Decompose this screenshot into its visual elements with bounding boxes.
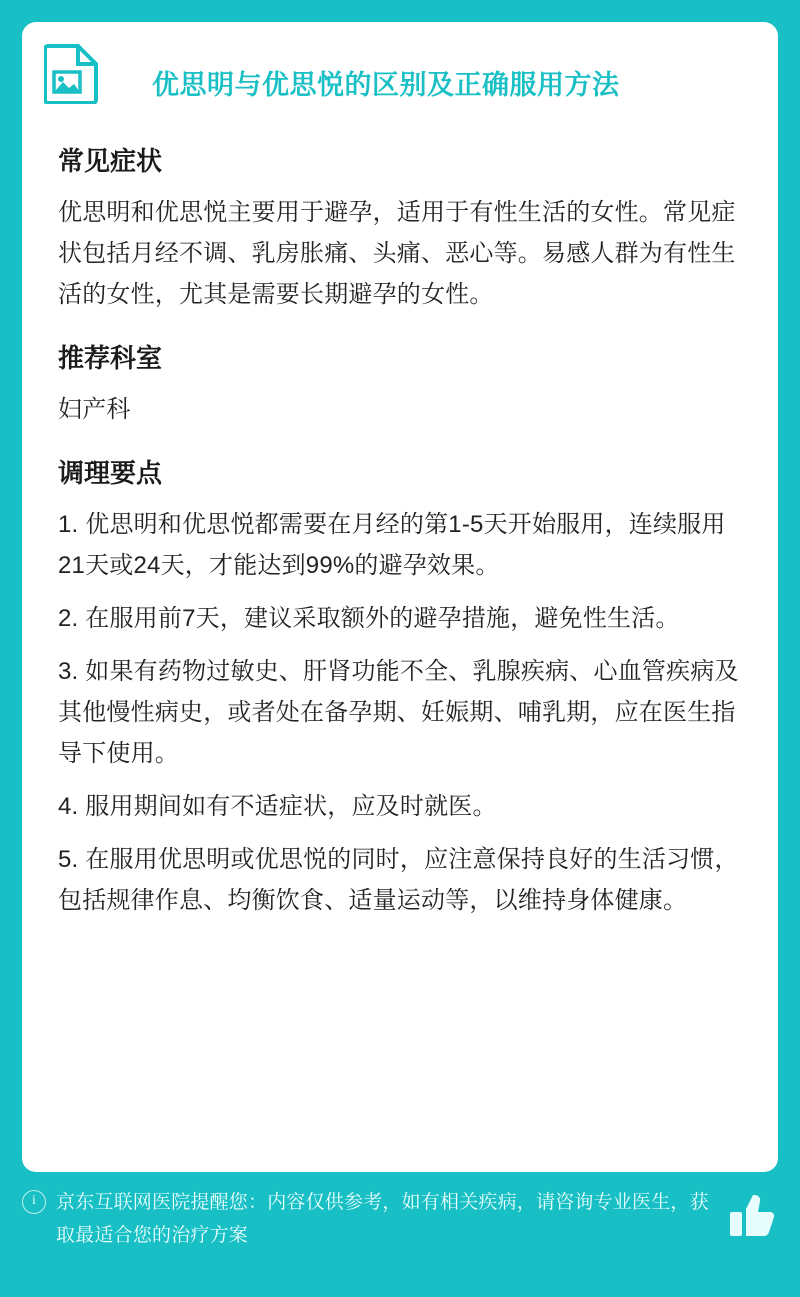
- disclaimer-text: 京东互联网医院提醒您：内容仅供参考，如有相关疾病，请咨询专业医生，获取最适合您的治疗方案: [56, 1192, 709, 1246]
- info-icon: i: [22, 1190, 46, 1214]
- section-heading-symptoms: 常见症状: [58, 146, 163, 176]
- article-card: [22, 22, 778, 1172]
- page-title: 优思明与优思悦的区别及正确服用方法: [152, 70, 620, 100]
- section-text-department: 妇产科: [58, 396, 131, 423]
- list-item: 1. 优思明和优思悦都需要在月经的第1-5天开始服用，连续服用21天或24天，才能达到99%的避孕效果。: [58, 511, 726, 579]
- article-header: [22, 22, 778, 116]
- article-content: [22, 116, 778, 921]
- list-item: 4. 服用期间如有不适症状，应及时就医。: [58, 793, 497, 820]
- section-text-symptoms: 优思明和优思悦主要用于避孕，适用于有性生活的女性。常见症状包括月经不调、乳房胀痛、头痛、恶心等。易感人群为有性生活的女性，尤其是需要长期避孕的女性。: [58, 199, 736, 308]
- advice-list: [58, 504, 742, 921]
- footer-disclaimer-bar: [0, 1172, 800, 1297]
- section-heading-advice: 调理要点: [58, 458, 163, 488]
- thumbs-up-icon[interactable]: [728, 1192, 778, 1240]
- section-heading-department: 推荐科室: [58, 343, 163, 373]
- document-image-icon: [44, 42, 100, 104]
- list-item: 3. 如果有药物过敏史、肝肾功能不全、乳腺疾病、心血管疾病及其他慢性病史，或者处在备孕期、妊娠期、哺乳期，应在医生指导下使用。: [58, 658, 739, 767]
- list-item: 2. 在服用前7天，建议采取额外的避孕措施，避免性生活。: [58, 605, 680, 632]
- list-item: 5. 在服用优思明或优思悦的同时，应注意保持良好的生活习惯，包括规律作息、均衡饮食、适量运动等，以维持身体健康。: [58, 846, 739, 914]
